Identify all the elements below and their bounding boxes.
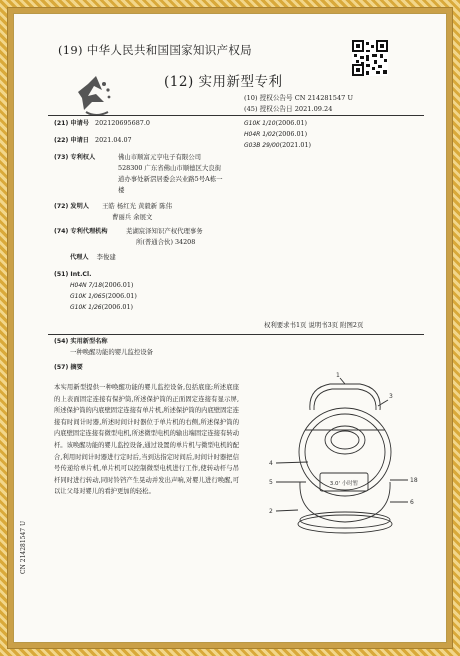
title-label: (54) 实用新型名称 (54, 338, 108, 345)
issuing-office: (19) 中华人民共和国国家知识产权局 (58, 43, 252, 57)
ipc-item: G10K 1/10(2006.01) (244, 119, 308, 127)
ipc-item: G10K 1/065(2006.01) (70, 292, 137, 300)
ipc-item: G03B 29/00(2021.01) (244, 141, 312, 149)
ipc-list-right (244, 118, 311, 151)
side-publication-number: CN 214281547 U (20, 520, 27, 574)
utility-model-title: 一种唤醒功能的婴儿监控设备 (70, 348, 154, 356)
figure-label: 6 (410, 499, 414, 506)
agency-label: (74) 专利代理机构 (54, 228, 108, 235)
application-number-row: (21) 申请号 202120695687.0 (54, 119, 150, 127)
figure-label: 1 (336, 372, 340, 379)
patentee-label: (73) 专利权人 (54, 154, 96, 161)
patent-document-page (13, 13, 447, 643)
agent-row: 代理人 李俊建 (70, 253, 116, 261)
grant-number: (10) 授权公告号 CN 214281547 U (244, 94, 354, 102)
inventors-label: (72) 发明人 (54, 203, 89, 210)
figure-label: 3 (389, 393, 393, 400)
ipc-label: (51) Int.Cl. (54, 271, 92, 278)
application-date-row: (22) 申请日 2021.04.07 (54, 136, 132, 144)
baby-monitor-drawing (250, 370, 436, 556)
abstract-label: (57) 摘要 (54, 364, 83, 371)
document-type: (12) 实用新型专利 (164, 74, 283, 90)
ipc-item: H04N 7/18(2006.01) (70, 281, 134, 289)
ipc-item: G10K 1/26(2006.01) (70, 303, 134, 311)
abstract-text: 本实用新型提供一种唤醒功能的婴儿监控设备,包括底座;所述底座的上表面固定连接有保护筒,所述保护筒的正面固定连接有显示屏,所述保护筒的内底壁固定连接有单片机,所述保护筒的内底壁固定连接有时间计时器,所述时间计时器位于单片机的右侧,所述保护筒的内底壁固定连接有微型电机,所述微型电机的输出端固定连接有转动杆。该唤醒功能的婴儿监控设备,通过设置的单片机与微型电机的配合,利用时间计时器进行定时后,当到达指定时间后,时间计时器把信号传递给单片机,单片机可以控制微型电机进行工作,使转动杆与吊杆同时进行转动,同时铃铛产生晃动并发出声响,对婴儿进行唤醒,可以让父母对婴儿的看护更加的轻松。 (54, 384, 239, 496)
figure-label: 4 (269, 460, 273, 467)
agency-block: 芜湖宸泽知识产权代理事务 所(普通合伙) 34208 (126, 227, 203, 246)
figure-label: 18 (410, 477, 418, 484)
grant-date: (45) 授权公告日 2021.09.24 (244, 105, 333, 113)
header-divider (48, 115, 424, 116)
monitor-screen-text: 3.0' 小时暂 (329, 481, 359, 487)
figure-label: 2 (269, 508, 273, 515)
cnipa-emblem-icon (74, 72, 118, 120)
ipc-item: H04R 1/02(2006.01) (244, 130, 308, 138)
ipc-list-left (70, 280, 137, 313)
pages-note: 权利要求书1页 说明书3页 附图2页 (264, 321, 364, 329)
figure-label: 5 (269, 479, 273, 486)
patentee-block: 佛山市顺富元亨电子有限公司 528300 广东省佛山市顺德区大良街 道办事处新滘居委会兴业路5号A栋一 楼 (118, 153, 223, 194)
inventors-block: 王皓 杨红光 黄毅新 陈伟 曹丽兵 余展文 (102, 202, 172, 221)
qr-code-icon (352, 40, 388, 76)
section-divider (48, 334, 424, 335)
